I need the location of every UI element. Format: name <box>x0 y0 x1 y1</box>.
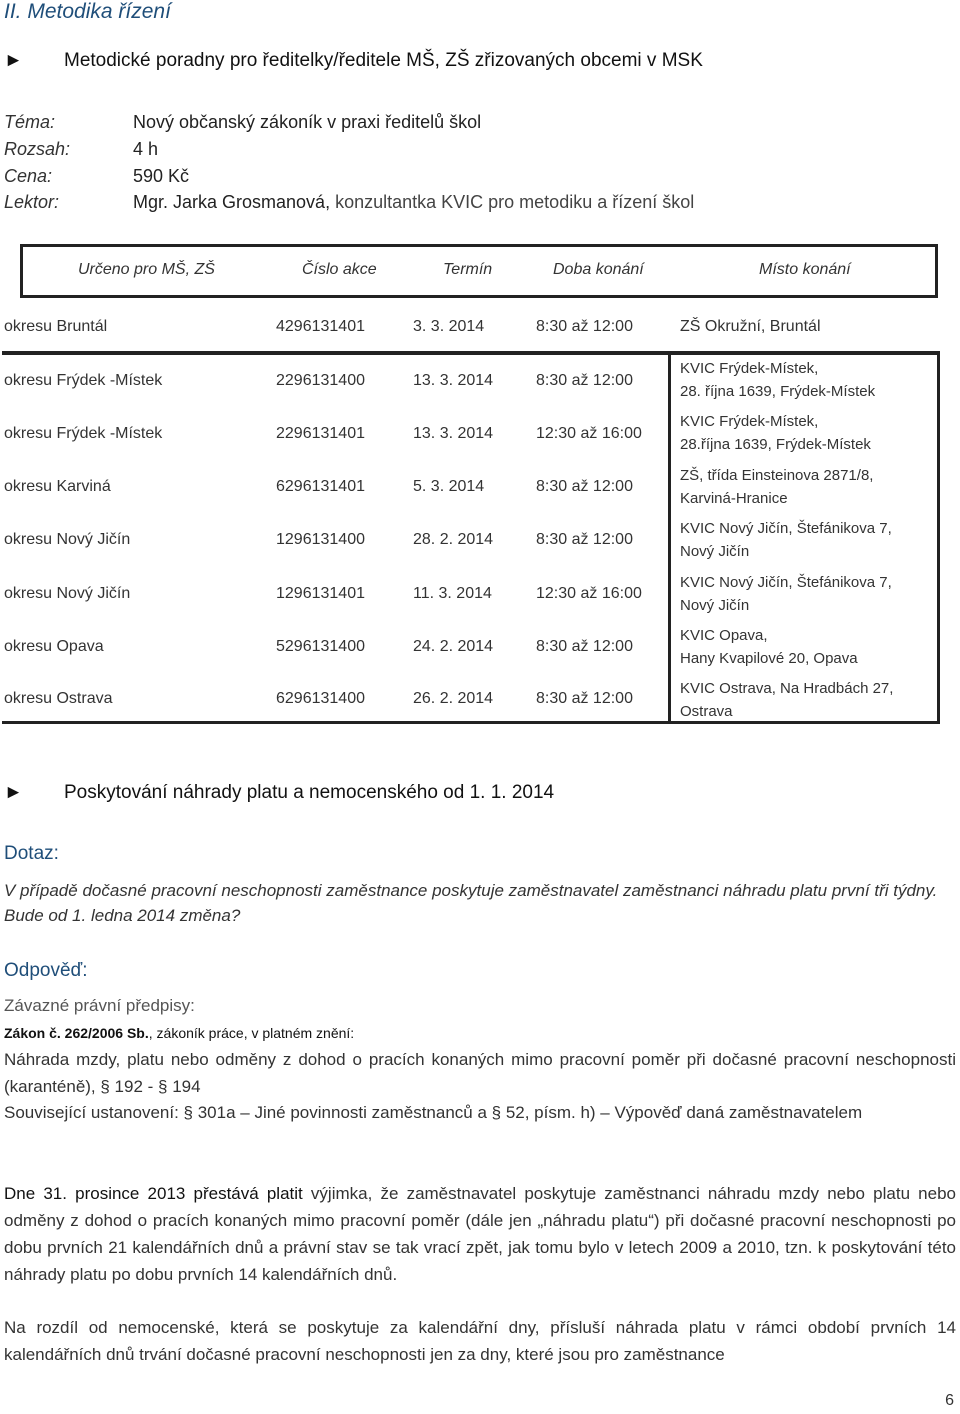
row-place <box>680 410 871 456</box>
topic-heading <box>4 782 554 804</box>
place-line-2: Nový Jičín <box>680 543 750 560</box>
row-date: 13. 3. 2014 <box>413 372 494 389</box>
row-time: 8:30 až 12:00 <box>536 318 633 335</box>
topic-value: Nový občanský zákoník v praxi ředitelů škol <box>133 112 482 132</box>
row-time: 12:30 až 16:00 <box>536 585 642 602</box>
row-district: okresu Nový Jičín <box>4 531 131 548</box>
place-line-1: KVIC Nový Jičín, Štefánikova 7, <box>680 574 892 591</box>
header-date: Termín <box>443 261 493 278</box>
row-date: 3. 3. 2014 <box>413 318 485 335</box>
topic-label: Téma: <box>4 112 56 132</box>
header-time: Doba konání <box>553 261 644 278</box>
row-time: 8:30 až 12:00 <box>536 638 633 655</box>
row-time: 8:30 až 12:00 <box>536 531 633 548</box>
row-place <box>680 624 858 670</box>
row-district: okresu Opava <box>4 638 104 655</box>
header-number: Číslo akce <box>302 261 377 278</box>
place-line-1: KVIC Frýdek-Místek, <box>680 413 819 430</box>
place-line-2: Karviná-Hranice <box>680 490 788 507</box>
row-date: 5. 3. 2014 <box>413 478 485 495</box>
paragraph-text: výjimka, že zaměstnavatel poskytuje zaměstnanci náhradu mzdy nebo platu nebo odměny z dohod o pracích konaných mimo pracovní poměr (dále jen „náhradu platu“) při dočasné pracovní neschopnosti po dobu prvních 21 kalendářních dnů a právní stav se tak vrací zpět, jak tomu bylo v letech 2009 a 2010, tzn. k poskytování této náhrady platu po dobu prvních 14 kalendářních dnů. <box>4 1184 956 1284</box>
row-place <box>680 517 892 563</box>
course-heading <box>4 50 703 72</box>
row-district: okresu Nový Jičín <box>4 585 131 602</box>
place-line-1: ZŠ, třída Einsteinova 2871/8, <box>680 467 874 484</box>
courses-table <box>2 244 940 724</box>
row-date: 24. 2. 2014 <box>413 638 494 655</box>
place-line-2: 28.října 1639, Frýdek-Místek <box>680 436 871 453</box>
course-heading-text: Metodické poradny pro ředitelky/ředitele MŠ, ZŠ zřizovaných obcemi v MSK <box>64 50 703 71</box>
header-target: Určeno pro MŠ, ZŠ <box>78 261 215 278</box>
question-text: V případě dočasné pracovní neschopnosti zaměstnance poskytuje zaměstnavatel zaměstnanci náhradu platu první tři týdny. Bude od 1. ledna 2014 změna? <box>4 881 938 925</box>
lecturer-name: Mgr. Jarka Grosmanová, <box>133 192 331 212</box>
triangle-bullet-icon: ► <box>4 50 23 71</box>
lecturer-label: Lektor: <box>4 192 60 212</box>
question-label: Dotaz: <box>4 843 59 864</box>
emphasis-text: Dne 31. prosince 2013 přestává platit <box>4 1184 303 1203</box>
row-number: 6296131400 <box>276 690 365 707</box>
place-line-1: KVIC Opava, <box>680 627 768 644</box>
row-number: 6296131401 <box>276 478 365 495</box>
law-reference-name: Zákon č. 262/2006 Sb. <box>4 1025 149 1041</box>
header-place: Místo konání <box>759 261 851 278</box>
topic-heading-text: Poskytování náhrady platu a nemocenského od 1. 1. 2014 <box>64 782 555 803</box>
row-district: okresu Frýdek -Místek <box>4 372 163 389</box>
place-line-2: Nový Jičín <box>680 597 750 614</box>
row-date: 11. 3. 2014 <box>413 585 492 602</box>
row-date: 28. 2. 2014 <box>413 531 494 548</box>
lecturer-value <box>133 192 694 213</box>
answer-paragraph: Náhrada mzdy, platu nebo odměny z dohod o pracích konaných mimo pracovní poměr při dočasné pracovní neschopnosti (karanténě), § 192 - § 194 <box>4 1050 956 1096</box>
page-number: 6 <box>945 1392 954 1409</box>
row-place: ZŠ Okružní, Bruntál <box>680 318 821 335</box>
row-number: 2296131401 <box>276 425 365 442</box>
answer-paragraph: Související ustanovení: § 301a – Jiné povinnosti zaměstnanců a § 52, písm. h) – Výpověď daná zaměstnavatelem <box>4 1103 863 1122</box>
law-reference-rest: , zákoník práce, v platném znění: <box>148 1025 355 1041</box>
row-date: 26. 2. 2014 <box>413 690 494 707</box>
row-place <box>680 677 893 723</box>
binding-regulations-label: Závazné právní předpisy: <box>4 996 195 1015</box>
answer-paragraph: Na rozdíl od nemocenské, která se poskytuje za kalendářní dny, přísluší náhrada platu v rámci období prvních 14 kalendářních dnů trvání dočasné pracovní neschopnosti jen za dny, které jsou pro zaměstnance <box>4 1318 956 1364</box>
law-reference <box>4 1025 354 1041</box>
scope-label: Rozsah: <box>4 139 71 159</box>
place-line-1: KVIC Nový Jičín, Štefánikova 7, <box>680 520 892 537</box>
row-time: 8:30 až 12:00 <box>536 372 633 389</box>
place-line-2: Ostrava <box>680 703 733 720</box>
answer-label: Odpověď: <box>4 960 88 981</box>
answer-paragraph <box>4 1180 956 1288</box>
triangle-bullet-icon: ► <box>4 782 23 803</box>
row-place <box>680 464 873 510</box>
row-date: 13. 3. 2014 <box>413 425 494 442</box>
row-time: 12:30 až 16:00 <box>536 425 642 442</box>
row-number: 5296131400 <box>276 638 365 655</box>
scope-value: 4 h <box>133 139 159 159</box>
row-district: okresu Frýdek -Místek <box>4 425 163 442</box>
place-line-1: KVIC Frýdek-Místek, <box>680 360 819 377</box>
row-number: 1296131400 <box>276 531 365 548</box>
row-number: 4296131401 <box>276 318 365 335</box>
price-value: 590 Kč <box>133 166 190 186</box>
column-divider <box>668 352 671 724</box>
row-time: 8:30 až 12:00 <box>536 478 633 495</box>
row-time: 8:30 až 12:00 <box>536 690 633 707</box>
place-line-1: KVIC Ostrava, Na Hradbách 27, <box>680 680 894 697</box>
price-label: Cena: <box>4 166 53 186</box>
row-district: okresu Ostrava <box>4 690 113 707</box>
row-number: 1296131401 <box>276 585 365 602</box>
lecturer-role: konzultantka KVIC pro metodiku a řízení škol <box>330 192 695 212</box>
place-line-2: 28. října 1639, Frýdek-Místek <box>680 383 876 400</box>
section-title: II. Metodika řízení <box>4 0 171 23</box>
row-district: okresu Karviná <box>4 478 111 495</box>
row-district: okresu Bruntál <box>4 318 108 335</box>
place-line-2: Hany Kvapilové 20, Opava <box>680 650 858 667</box>
row-number: 2296131400 <box>276 372 365 389</box>
row-place <box>680 571 892 617</box>
row-place <box>680 357 875 403</box>
